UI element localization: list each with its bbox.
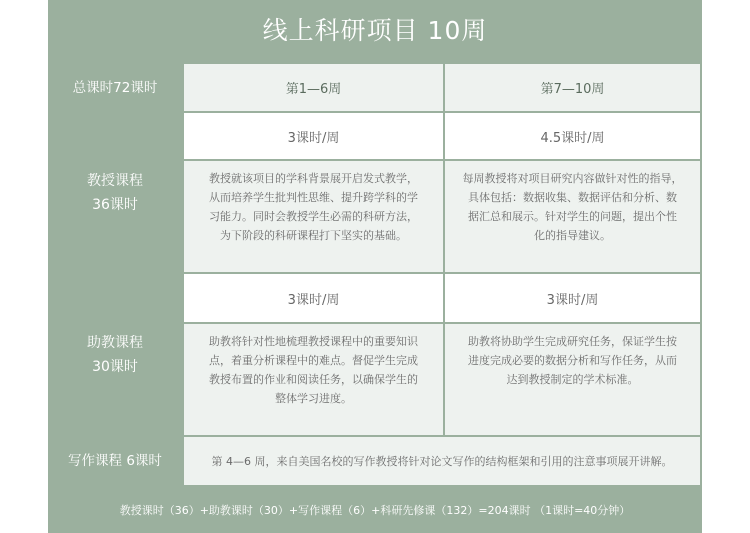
professor-rate-weeks-7-10: 4.5课时/周 <box>445 113 700 159</box>
professor-rate-weeks-1-6: 3课时/周 <box>184 113 443 159</box>
writing-course-description: 第 4—6 周，来自美国名校的写作教授将针对论文写作的结构框架和引用的注意事项展开讲解。 <box>184 437 700 485</box>
page-title: 线上科研项目 10周 <box>262 16 488 45</box>
professor-description-weeks-7-10: 每周教授将对项目研究内容做针对性的指导， 具体包括：数据收集、数据评估和分析、数 据汇总和展示。针对学生的问题，提出个性 化的指导建议。 <box>445 161 700 272</box>
column-header-weeks-7-10: 第7—10周 <box>445 64 700 111</box>
schedule-card <box>48 0 702 533</box>
professor-course-name: 教授课程 <box>87 172 143 189</box>
professor-course-label <box>48 113 182 272</box>
professor-description-weeks-1-6: 教授就该项目的学科背景展开启发式教学， 从而培养学生批判性思维、提升跨学科的学 习能力。同时会教授学生必需的科研方法， 为下阶段的科研课程打下坚实的基础。 <box>184 161 443 272</box>
assistant-course-label <box>48 274 182 435</box>
assistant-course-hours: 30课时 <box>92 358 138 375</box>
assistant-course-name: 助教课程 <box>87 334 143 351</box>
professor-course-hours: 36课时 <box>92 196 138 213</box>
assistant-description-weeks-7-10: 助教将协助学生完成研究任务，保证学生按 进度完成必要的数据分析和写作任务，从而 达到教授制定的学术标准。 <box>445 324 700 435</box>
total-hours-label: 总课时72课时 <box>72 79 158 96</box>
column-header-weeks-1-6: 第1—6周 <box>184 64 443 111</box>
assistant-description-weeks-1-6: 助教将针对性地梳理教授课程中的重要知识 点，着重分析课程中的难点。督促学生完成 教授布置的作业和阅读任务，以确保学生的 整体学习进度。 <box>184 324 443 435</box>
assistant-rate-weeks-7-10: 3课时/周 <box>445 274 700 322</box>
total-hours-formula: 教授课时（36）+助教课时（30）+写作课程（6）+科研先修课（132）=204课时 （1课时=40分钟） <box>119 504 631 517</box>
writing-course-label: 写作课程 6课时 <box>68 453 162 469</box>
assistant-rate-weeks-1-6: 3课时/周 <box>184 274 443 322</box>
